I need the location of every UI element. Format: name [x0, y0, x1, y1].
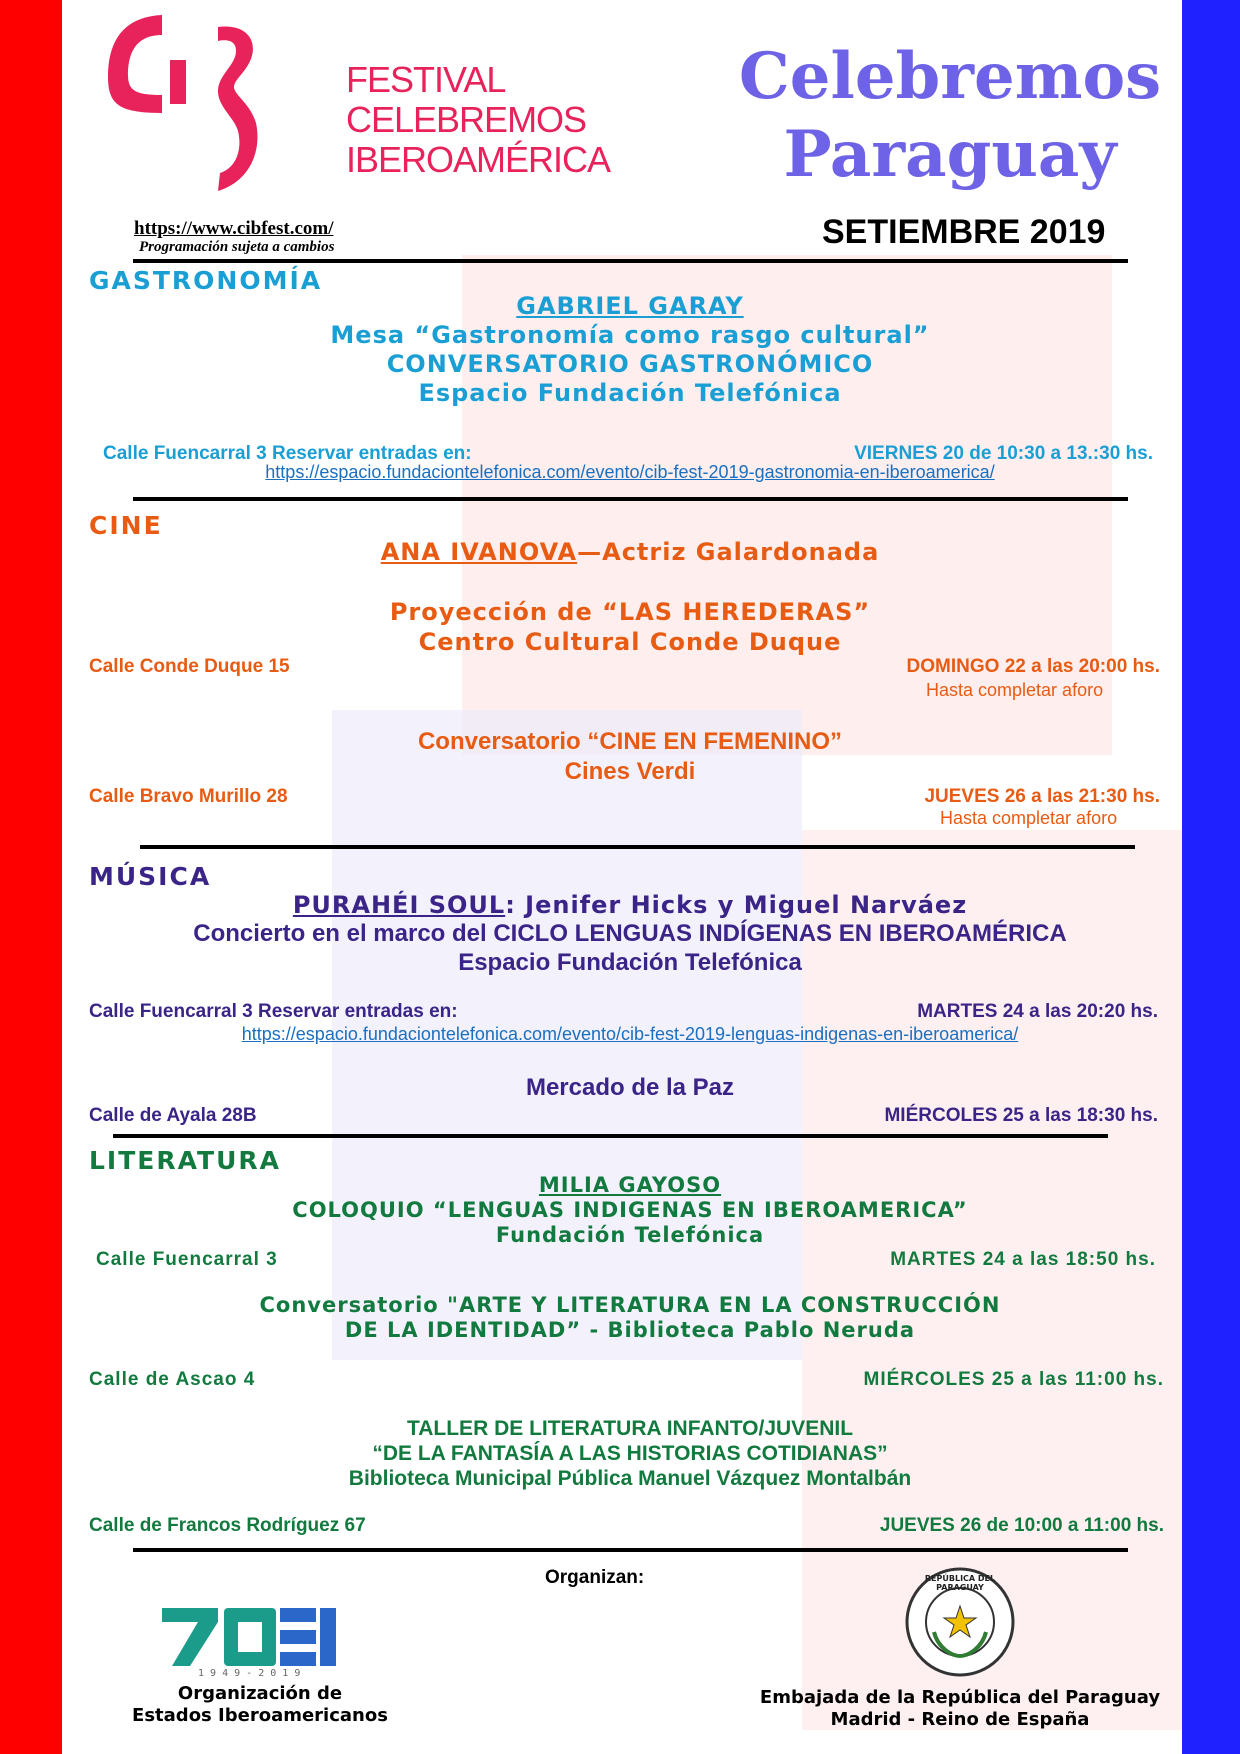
red-flag-stripe	[0, 0, 62, 1754]
literatura-event-3	[160, 1416, 1100, 1491]
gastronomia-speaker: GABRIEL GARAY	[516, 292, 744, 320]
cine-event-2	[200, 727, 1060, 787]
festival-wordmark	[346, 60, 610, 180]
organizers-label: Organizan:	[545, 1567, 645, 1588]
literatura-event-3-datetime: JUEVES 26 de 10:00 a 11:00 hs.	[879, 1515, 1164, 1536]
gastronomia-address: Calle Fuencarral 3 Reservar entradas en:	[103, 443, 472, 464]
musica-event-2-title: Mercado de la Paz	[525, 1074, 735, 1101]
musica-performers: : Jenifer Hicks y Miguel Narváez	[505, 891, 968, 919]
musica-address: Calle Fuencarral 3 Reservar entradas en:	[89, 1001, 458, 1022]
title-line-1: Celebremos	[738, 39, 1162, 114]
literatura-event-1-address: Calle Fuencarral 3	[96, 1249, 278, 1270]
musica-line-1: Concierto en el marco del CICLO LENGUAS INDÍGENAS EN IBEROAMÉRICA	[193, 920, 1067, 947]
seal-inscription: REPÚBLICA DEL PARAGUAY	[924, 1574, 996, 1592]
musica-band-line	[140, 891, 1120, 919]
literatura-event-1-line-1: COLOQUIO “LENGUAS INDIGENAS EN IBEROAMERICA”	[292, 1198, 968, 1222]
festival-line-3: IBEROAMÉRICA	[346, 139, 611, 180]
cine-event-1-address: Calle Conde Duque 15	[89, 656, 290, 677]
literatura-event-2-line-1: Conversatorio "ARTE Y LITERATURA EN LA CONSTRUCCIÓN	[259, 1293, 1001, 1317]
literatura-event-3-line-1: TALLER DE LITERATURA INFANTO/JUVENIL	[406, 1417, 854, 1440]
title-line-2: Paraguay	[783, 117, 1117, 192]
schedule-disclaimer: Programación sujeta a cambios	[139, 239, 335, 255]
website-link[interactable]: https://www.cibfest.com/	[134, 218, 334, 239]
musica-datetime: MARTES 24 a las 20:20 hs.	[917, 1001, 1158, 1022]
section-heading-musica: MÚSICA	[89, 862, 212, 891]
literatura-event-3-line-2: “DE LA FANTASÍA A LAS HISTORIAS COTIDIANAS”	[372, 1442, 888, 1465]
literatura-event-1-datetime: MARTES 24 a las 18:50 hs.	[890, 1249, 1156, 1270]
event-month: SETIEMBRE 2019	[822, 213, 1106, 251]
gastronomia-event	[200, 292, 1060, 408]
cine-divider	[140, 845, 1135, 849]
gastronomia-line-2: CONVERSATORIO GASTRONÓMICO	[386, 350, 874, 378]
embassy-name	[730, 1687, 1190, 1731]
cine-event-1-datetime: DOMINGO 22 a las 20:00 hs.	[906, 656, 1160, 677]
gastronomia-line-1: Mesa “Gastronomía como rasgo cultural”	[330, 321, 930, 349]
section-heading-literatura: LITERATURA	[89, 1146, 281, 1175]
cine-event-2-line-2: Cines Verdi	[564, 758, 696, 785]
festival-line-2: CELEBREMOS	[346, 99, 587, 140]
section-heading-cine: CINE	[89, 511, 163, 540]
literatura-event-2-address: Calle de Ascao 4	[89, 1369, 256, 1390]
oei-years: 1 9 4 9 - 2 0 1 9	[198, 1668, 301, 1679]
literatura-event-3-line-3: Biblioteca Municipal Pública Manuel Vázquez Montalbán	[348, 1467, 912, 1490]
musica-line-2: Espacio Fundación Telefónica	[458, 949, 802, 976]
oei-name	[100, 1683, 420, 1727]
oei-name-line-2: Estados Iberoamericanos	[132, 1705, 388, 1726]
poster-title	[720, 38, 1180, 194]
cine-event-1-capacity-note: Hasta completar aforo	[926, 680, 1104, 700]
literatura-event-1	[200, 1173, 1060, 1248]
cine-event-2-line-1: Conversatorio “CINE EN FEMENINO”	[417, 728, 843, 755]
embassy-line-2: Madrid - Reino de España	[830, 1709, 1090, 1730]
musica-booking-link[interactable]: https://espacio.fundaciontelefonica.com/evento/cib-fest-2019-lenguas-indigenas-en-iberoamerica/	[241, 1024, 1019, 1044]
section-heading-gastronomia: GASTRONOMÍA	[89, 266, 323, 295]
cine-event-2-datetime: JUEVES 26 a las 21:30 hs.	[924, 786, 1160, 807]
gastronomia-line-3: Espacio Fundación Telefónica	[418, 379, 842, 407]
literatura-divider	[133, 1548, 1128, 1552]
cine-event-1	[200, 597, 1060, 657]
gastronomia-datetime: VIERNES 20 de 10:30 a 13.:30 hs.	[854, 443, 1153, 464]
musica-divider	[113, 1134, 1108, 1138]
musica-event-2-datetime: MIÉRCOLES 25 a las 18:30 hs.	[884, 1105, 1158, 1126]
cine-speaker: ANA IVANOVA	[380, 538, 578, 566]
cib-logo-mark	[100, 5, 300, 195]
cine-event-2-address: Calle Bravo Murillo 28	[89, 786, 288, 807]
paraguay-seal	[904, 1566, 1016, 1678]
literatura-event-2	[160, 1293, 1100, 1343]
festival-line-1: FESTIVAL	[346, 59, 506, 100]
cine-event-1-line-2: Centro Cultural Conde Duque	[418, 628, 842, 656]
literatura-event-2-datetime: MIÉRCOLES 25 a las 11:00 hs.	[863, 1369, 1164, 1390]
gastronomia-booking-link[interactable]: https://espacio.fundaciontelefonica.com/evento/cib-fest-2019-gastronomia-en-iberoamerica/	[265, 462, 995, 482]
oei-name-line-1: Organización de	[177, 1683, 343, 1704]
musica-event-2-address: Calle de Ayala 28B	[89, 1105, 257, 1126]
literatura-event-1-line-2: Fundación Telefónica	[495, 1223, 765, 1247]
cine-speaker-line	[200, 538, 1060, 566]
musica-event-1	[100, 919, 1160, 977]
header-divider	[133, 259, 1128, 263]
cib-logo	[100, 5, 300, 195]
cine-event-2-capacity-note: Hasta completar aforo	[940, 808, 1118, 828]
oei-logo	[160, 1604, 344, 1684]
blue-flag-stripe	[1182, 0, 1240, 1754]
literatura-event-3-address: Calle de Francos Rodríguez 67	[89, 1515, 366, 1536]
cine-speaker-role: —Actriz Galardonada	[577, 538, 880, 566]
musica-band: PURAHÉI SOUL	[292, 891, 506, 919]
cine-event-1-line-1: Proyección de “LAS HEREDERAS”	[389, 598, 871, 626]
gastronomia-divider	[133, 497, 1128, 501]
embassy-line-1: Embajada de la República del Paraguay	[759, 1687, 1161, 1708]
literatura-speaker: MILIA GAYOSO	[538, 1173, 722, 1197]
literatura-event-2-line-2: DE LA IDENTIDAD” - Biblioteca Pablo Neruda	[344, 1318, 916, 1342]
